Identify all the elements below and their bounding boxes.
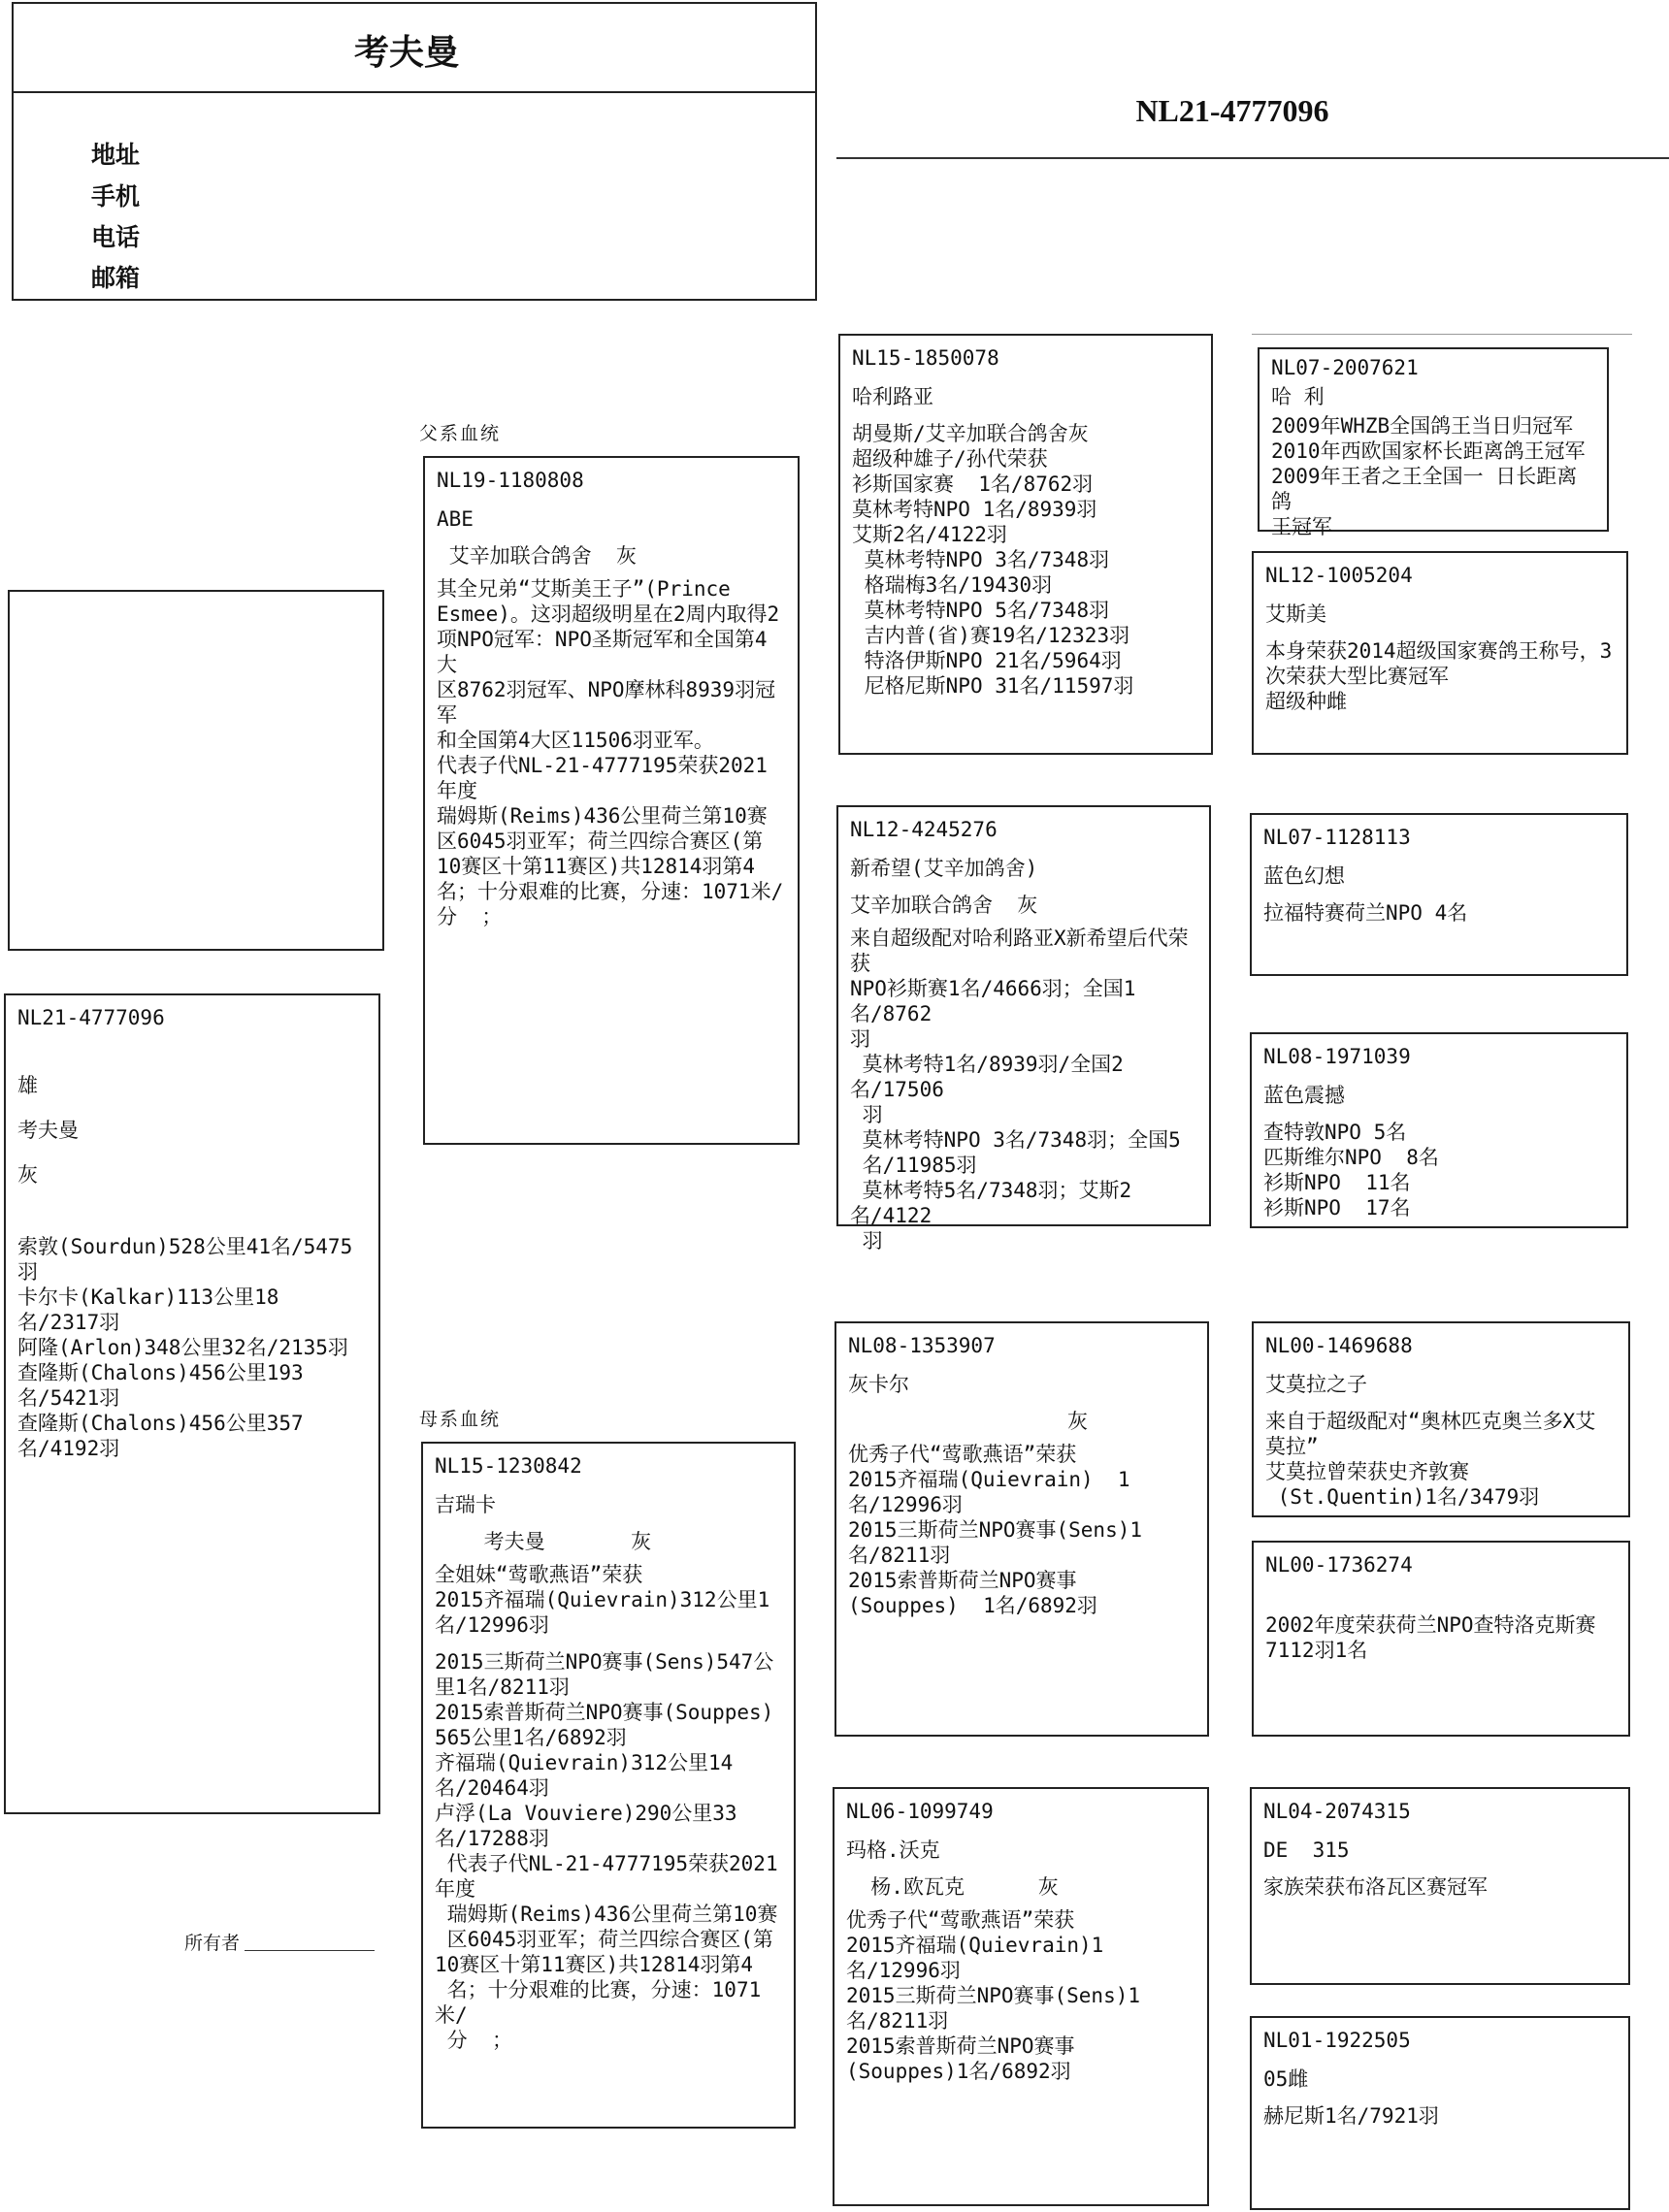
ggp-ring: NL08-1971039 [1263,1045,1411,1068]
owner-signature-label: 所有者 [184,1933,241,1954]
sire-breeder: 艾辛加联合鸽舍 灰 [437,544,637,568]
ggp-name: 哈 利 [1271,385,1325,408]
great-grandparent-card [1250,1032,1628,1228]
note-line: 565公里1名/6892羽 [435,1726,627,1749]
ggp-name: 蓝色震撼 [1263,1084,1345,1107]
note-line: Esmee)。这羽超级明星在2周内取得2 [437,602,780,626]
great-grandparent-card [1258,347,1609,538]
note-line: 尼格尼斯NPO 31名/11597羽 [852,674,1134,698]
note-line: 名/17288羽 [435,1827,549,1850]
ggp-name: 艾斯美 [1265,602,1326,626]
gp-name: 玛格.沃克 [846,1838,940,1862]
note-line: 2015齐福瑞(Quievrain) 1 [848,1468,1130,1491]
note-line: 名/20464羽 [435,1776,549,1800]
note-line: 优秀子代“莺歌燕语”荣获 [848,1443,1077,1466]
subject-color: 灰 [17,1163,38,1187]
great-grandparent-card [1252,1541,1630,1737]
note-line: 卢浮(La Vouviere)290公里33 [435,1802,737,1825]
ggp-name: 05雌 [1263,2067,1309,2091]
owner-name: 考夫曼 [353,33,459,73]
subject-results [17,1234,367,1461]
owner-signature-line [245,1950,375,1951]
ggp-ring: NL12-1005204 [1265,564,1413,587]
result-line: 索敦(Sourdun)528公里41名/5475 [17,1235,353,1258]
granddam-paternal-card [836,805,1211,1252]
gp-notes [850,926,1197,1253]
dam-ring: NL15-1230842 [435,1454,582,1478]
note-line: 项NPO冠军：NPO圣斯冠军和全国第4大 [437,628,768,676]
note-line: 区6045羽亚军；荷兰四综合赛区(第 [437,830,764,853]
pigeon-photo-frame [8,590,384,951]
gp-color: 灰 [1067,1410,1088,1433]
sire-card [423,456,800,1145]
great-grandparent-card [1250,813,1628,976]
note-line: 2015索普斯荷兰NPO赛事 [848,1569,1077,1592]
note-line: 2015索普斯荷兰NPO赛事(Souppes) [435,1701,774,1724]
gp-notes [846,1907,1195,2084]
note-line: 2009年王者之王全国一 日长距离鸽 [1271,465,1578,513]
sire-section-label: 父系血统 [419,423,502,444]
gp-name: 新希望(艾辛加鸽舍) [850,857,1038,880]
owner-address-label: 地址 [91,141,141,169]
dam-notes [435,1562,782,1638]
grandsire-paternal-card [838,334,1213,755]
note-line: 名；十分艰难的比赛，分速：1071米/ [437,880,784,903]
subject-owner: 考夫曼 [17,1119,79,1142]
sire-name: ABE [437,507,474,531]
note-line: 2002年度荣获荷兰NPO查特洛克斯赛 [1265,1613,1596,1637]
note-line: 名；十分艰难的比赛，分速：1071米/ [435,1978,762,2027]
header-ring-number: NL21-4777096 [1135,93,1329,128]
result-line: 卡尔卡(Kalkar)113公里18 [17,1285,279,1309]
owner-card [12,2,817,301]
note-line: 2015三斯荷兰NPO赛事(Sens)1 [846,1984,1141,2007]
note-line: 10赛区十第11赛区)共12814羽第4 [435,1953,754,1976]
owner-phone-label: 电话 [91,223,141,251]
note-line: 分 ； [435,2029,512,2052]
note-line: 羽 [850,1103,883,1126]
note-line: 衫斯NPO 17名 [1263,1196,1411,1220]
note-line: 全姐妹“莺歌燕语”荣获 [435,1563,643,1586]
gp-notes [852,421,1199,699]
note-line: 莫林考特NPO 3名/7348羽；全国5 [850,1128,1181,1152]
sire-ring: NL19-1180808 [437,469,584,492]
note-line: 衫斯国家赛 1名/8762羽 [852,472,1094,496]
note-line: 超级种雄子/孙代荣获 [852,447,1048,471]
note-line: 次荣获大型比赛冠军 [1265,665,1449,688]
ggp-ring: NL07-2007621 [1271,356,1419,379]
gp-breeder: 杨.欧瓦克 灰 [846,1875,1059,1899]
ggp-ring: NL04-2074315 [1263,1800,1411,1823]
note-line: 名/12996羽 [435,1613,549,1637]
note-line: 分 ； [437,905,503,928]
gp-breeder: 艾辛加联合鸽舍 灰 [850,894,1038,917]
note-line: 超级种雌 [1265,690,1347,713]
note-line: 2015三斯荷兰NPO赛事(Sens)547公 [435,1650,774,1674]
subject-sex: 雄 [17,1074,38,1097]
note-line: 家族荣获布洛瓦区赛冠军 [1263,1875,1488,1899]
note-line: (Souppes)1名/6892羽 [846,2060,1071,2083]
great-grandparent-card [1250,1787,1630,1985]
note-line: 莫林考特NPO 1名/8939羽 [852,498,1097,521]
note-line: 莫林考特NPO 5名/7348羽 [852,599,1110,622]
note-line: 名/12996羽 [846,1959,961,1982]
note-line: 格瑞梅3名/19430羽 [852,573,1053,597]
ggp-ring: NL00-1469688 [1265,1334,1413,1357]
note-line: 7112羽1名 [1265,1639,1368,1662]
note-line: (Souppes) 1名/6892羽 [848,1594,1097,1617]
note-line: 名/11985羽 [850,1154,977,1177]
note-line: 2015索普斯荷兰NPO赛事 [846,2034,1075,2058]
result-line: 阿隆(Arlon)348公里32名/2135羽 [17,1336,348,1359]
note-line: 羽 [850,1229,883,1252]
sire-notes [437,576,786,929]
note-line: NPO衫斯赛1名/4666羽；全国1名/8762 [850,977,1136,1025]
note-line: 10赛区十第11赛区)共12814羽第4 [437,855,756,878]
great-grandparent-card [1250,2016,1630,2210]
note-line: 名/12996羽 [848,1493,963,1516]
note-line: 区8762羽冠军、NPO摩林科8939羽冠军 [437,678,776,727]
note-line: 2010年西欧国家杯长距离鸽王冠军 [1271,439,1586,463]
ggp-top-rule [1252,334,1632,335]
gp-ring: NL08-1353907 [848,1334,996,1357]
dam-breeder: 考夫曼 灰 [435,1530,652,1553]
note-line: 莫林考特NPO 3名/7348羽 [852,548,1110,571]
note-line: 里1名/8211羽 [435,1675,570,1699]
note-line: 赫尼斯1名/7921羽 [1263,2104,1439,2128]
subject-ring: NL21-4777096 [17,1006,165,1029]
note-line: 艾莫拉曾荣获史齐敦赛 [1265,1460,1469,1483]
note-line: 来自超级配对哈利路亚X新希望后代荣 [850,927,1189,950]
result-line: 名/2317羽 [17,1311,120,1334]
dam-card [421,1442,796,2129]
note-line: 莫林考特1名/8939羽/全国2名/17506 [850,1053,1124,1101]
ggp-name: DE 315 [1263,1838,1350,1862]
note-line: (St.Quentin)1名/3479羽 [1265,1485,1540,1509]
result-line: 查隆斯(Chalons)456公里193 [17,1361,304,1384]
note-line: 特洛伊斯NPO 21名/5964羽 [852,649,1122,672]
note-line: 莫林考特5名/7348羽；艾斯2名/4122 [850,1179,1132,1227]
note-line: 代表子代NL-21-4777195荣获2021年度 [437,754,768,802]
note-line: 2009年WHZB全国鸽王当日归冠军 [1271,414,1574,438]
result-line: 羽 [17,1260,38,1284]
note-line: 羽 [850,1027,870,1051]
note-line: 2015齐福瑞(Quievrain)1 [846,1934,1104,1957]
owner-divider [14,91,815,93]
dam-notes-2 [435,1649,782,2053]
note-line: 王冠军 [1271,515,1332,538]
granddam-maternal-card [833,1787,1209,2206]
note-line: 获 [850,952,870,975]
note-line: 艾斯2名/4122羽 [852,523,1007,546]
note-line: 莫拉” [1265,1435,1319,1458]
note-line: 和全国第4大区11506羽亚军。 [437,729,714,752]
note-line: 本身荣获2014超级国家赛鸽王称号，3 [1265,639,1613,663]
gp-ring: NL06-1099749 [846,1800,994,1823]
gp-name: 灰卡尔 [848,1373,909,1396]
gp-notes [848,1442,1195,1618]
note-line: 来自于超级配对“奥林匹克奥兰多X艾 [1265,1410,1596,1433]
note-line: 衫斯NPO 11名 [1263,1171,1411,1194]
note-line: 名/8211羽 [848,1544,951,1567]
ggp-ring: NL01-1922505 [1263,2029,1411,2052]
note-line: 名/8211羽 [846,2009,949,2033]
ggp-ring: NL00-1736274 [1265,1553,1413,1577]
ggp-name: 蓝色幻想 [1263,864,1345,888]
ggp-ring: NL07-1128113 [1263,826,1411,849]
note-line: 胡曼斯/艾辛加联合鸽舍灰 [852,422,1089,445]
note-line: 查特敦NPO 5名 [1263,1121,1407,1144]
note-line: 瑞姆斯(Reims)436公里荷兰第10赛 [435,1903,778,1926]
note-line: 瑞姆斯(Reims)436公里荷兰第10赛 [437,804,768,828]
result-line: 名/5421羽 [17,1386,120,1410]
note-line: 2015三斯荷兰NPO赛事(Sens)1 [848,1518,1143,1542]
gp-name: 哈利路亚 [852,385,933,408]
note-line: 2015齐福瑞(Quievrain)312公里1 [435,1588,770,1611]
note-line: 代表子代NL-21-4777195荣获2021年度 [435,1852,778,1901]
note-line: 其全兄弟“艾斯美王子”(Prince [437,577,731,601]
note-line: 拉福特赛荷兰NPO 4名 [1263,901,1468,925]
grandsire-maternal-card [834,1321,1209,1737]
dam-section-label: 母系血统 [419,1409,502,1430]
note-line: 吉内普(省)赛19名/12323羽 [852,624,1130,647]
dam-name: 吉瑞卡 [435,1493,496,1516]
result-line: 查隆斯(Chalons)456公里357 [17,1412,304,1435]
owner-mobile-label: 手机 [91,182,141,211]
note-line: 匹斯维尔NPO 8名 [1263,1146,1439,1169]
owner-email-label: 邮箱 [91,264,141,292]
note-line: 优秀子代“莺歌燕语”荣获 [846,1908,1075,1932]
gp-ring: NL12-4245276 [850,818,998,841]
subject-card [4,993,380,1814]
header-underline [836,157,1669,159]
gp-ring: NL15-1850078 [852,346,999,370]
note-line: 区6045羽亚军；荷兰四综合赛区(第 [435,1928,773,1951]
great-grandparent-card [1252,1321,1630,1517]
note-line: 齐福瑞(Quievrain)312公里14 [435,1751,734,1774]
ggp-name: 艾莫拉之子 [1265,1373,1367,1396]
result-line: 名/4192羽 [17,1437,120,1460]
great-grandparent-card [1252,551,1628,755]
